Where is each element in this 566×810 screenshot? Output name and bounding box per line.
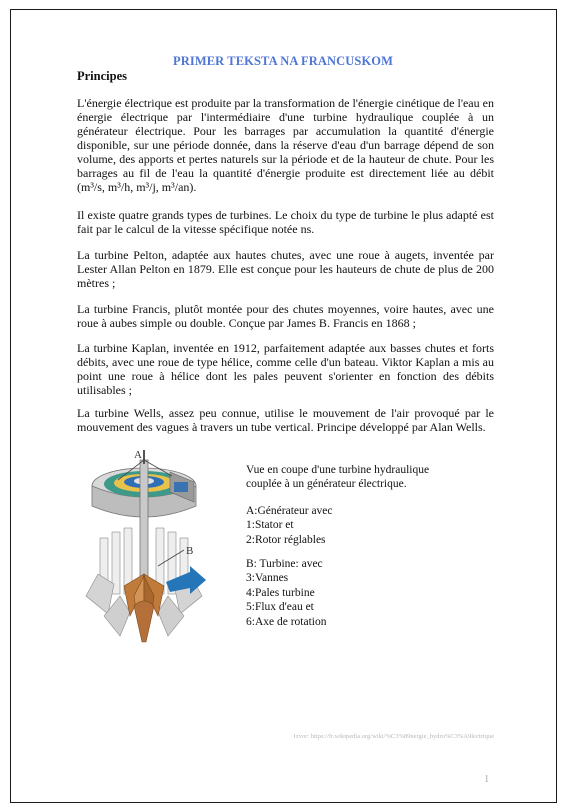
turbine-illustration: [74, 446, 212, 656]
paragraph-5: La turbine Kaplan, inventée en 1912, parfaitement adaptée aux basses chutes et forts débits, avec une roue de type hélice, comme celle d'un bateau. Viktor Kaplan a mis au point une roue à hélice dont les pales peuvent s'orienter en fonction des débits utilisables ;: [77, 341, 494, 397]
legend-item: 2:Rotor réglables: [246, 533, 326, 546]
figure-label-b: B: [186, 545, 194, 557]
document-title: PRIMER TEKSTA NA FRANCUSKOM: [173, 54, 393, 68]
legend-item: 3:Vannes: [246, 572, 289, 585]
legend-generator: [246, 504, 333, 547]
legend-item: 4:Pales turbine: [246, 586, 315, 599]
legend-item: A:Générateur avec: [246, 505, 333, 517]
page-number: 1: [484, 774, 490, 785]
paragraph-4: La turbine Francis, plutôt montée pour des chutes moyennes, voire hautes, avec une roue à aubes simple ou double. Conçue par James B. Francis en 1868 ;: [77, 302, 494, 330]
legend-item: 6:Axe de rotation: [246, 615, 327, 628]
source-link[interactable]: Izvor: https://fr.wikipedia.org/wiki/%C3%89nergie_hydro%C3%A9lectrique: [293, 733, 494, 740]
paragraph-3: La turbine Pelton, adaptée aux hautes chutes, avec une roue à augets, inventée par Lester Allan Pelton en 1879. Elle est conçue pour les hauteurs de chute de plus de 200 mètres ;: [77, 248, 494, 290]
legend-item: 5:Flux d'eau et: [246, 601, 314, 614]
figure-label-a: A: [134, 449, 142, 461]
paragraph-6: La turbine Wells, assez peu connue, utilise le mouvement de l'air provoqué par le mouvement des vagues à travers un tube vertical. Principe développé par Alan Wells.: [77, 406, 494, 434]
legend-item: 1:Stator et: [246, 519, 294, 532]
paragraph-1: L'énergie électrique est produite par la transformation de l'énergie cinétique de l'eau en énergie électrique par l'intermédiaire d'une turbine hydraulique couplée à un générateur électrique. Pour les barrages par accumulation la quantité d'énergie disponible, sur une période donnée, dans la réserve d'eau d'un barrage dépend de son volume, des apports et pertes naturels sur la période et de la hauteur de chute. Pour les barrages au fil de l'eau la quantité d'énergie produite est directement liée au débit (m³/s, m³/h, m³/j, m³/an).: [77, 96, 494, 194]
section-heading: Principes: [77, 69, 127, 83]
legend-item: B: Turbine: avec: [246, 558, 323, 570]
caption-line-1: Vue en coupe d'une turbine hydraulique: [246, 464, 430, 476]
paragraph-2: Il existe quatre grands types de turbines. Le choix du type de turbine le plus adapté est fait par le calcul de la vitesse spécifique notée ns.: [77, 208, 494, 236]
caption-line-2: couplée à un générateur électrique.: [246, 478, 407, 491]
legend-turbine: [246, 557, 326, 629]
figure-caption: [246, 463, 429, 492]
